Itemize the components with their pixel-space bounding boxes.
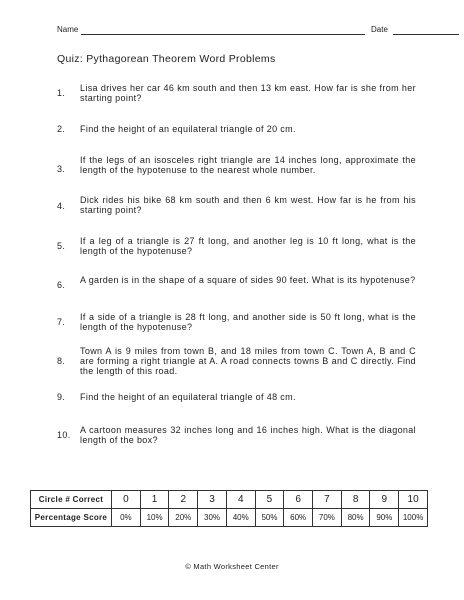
problem-number: 2. [57,124,66,134]
correct-cell: 10 [399,491,428,509]
problem-text: If a side of a triangle is 28 ft long, and another side is 50 ft long, what is the length of the hypotenuse? [80,312,416,332]
problem-number: 10. [57,430,71,440]
percentage-cell: 40% [226,509,255,527]
percentage-cell: 70% [313,509,342,527]
correct-cell: 0 [112,491,141,509]
percentage-cell: 10% [140,509,169,527]
problem-number: 3. [57,164,66,174]
correct-cell: 1 [140,491,169,509]
copyright-footer: © Math Worksheet Center [185,562,279,571]
date-line [393,34,459,35]
quiz-title: Quiz: Pythagorean Theorem Word Problems [57,53,276,65]
percentage-cell: 0% [112,509,141,527]
correct-cell: 5 [255,491,284,509]
problem-text: Lisa drives her car 46 km south and then 13 km east. How far is she from her starting point? [80,83,416,103]
row-label-correct: Circle # Correct [31,491,112,509]
problem-number: 8. [57,356,66,366]
problem-number: 6. [57,280,66,290]
correct-cell: 8 [341,491,370,509]
correct-cell: 4 [226,491,255,509]
percentage-cell: 90% [370,509,399,527]
correct-cell: 2 [169,491,198,509]
problem-number: 4. [57,201,66,211]
correct-cell: 3 [198,491,227,509]
row-label-percentage: Percentage Score [31,509,112,527]
problem-text: A garden is in the shape of a square of sides 90 feet. What is its hypotenuse? [80,275,416,285]
problem-number: 9. [57,392,66,402]
percentage-cell: 100% [399,509,428,527]
correct-cell: 7 [313,491,342,509]
correct-cell: 9 [370,491,399,509]
problem-text: If a leg of a triangle is 27 ft long, and another leg is 10 ft long, what is the length of the hypotenuse? [80,236,416,256]
percentage-cell: 30% [198,509,227,527]
problem-text: Find the height of an equilateral triangle of 20 cm. [80,124,296,134]
problem-text: If the legs of an isosceles right triangle are 14 inches long, approximate the length of the hypotenuse to the nearest whole number. [80,155,416,175]
percentage-row [31,509,428,527]
score-table [30,490,428,527]
problem-text: Town A is 9 miles from town B, and 18 miles from town C. Town A, B and C are forming a right triangle at A. A road connects towns B and C directly. Find the length of this road. [80,346,416,376]
problem-number: 1. [57,88,66,98]
correct-cell: 6 [284,491,313,509]
percentage-cell: 80% [341,509,370,527]
problem-text: A cartoon measures 32 inches long and 16 inches high. What is the diagonal length of the box? [80,425,416,445]
correct-row [31,491,428,509]
percentage-cell: 50% [255,509,284,527]
problem-number: 7. [57,317,66,327]
percentage-cell: 60% [284,509,313,527]
problem-text: Find the height of an equilateral triangle of 48 cm. [80,392,296,402]
name-line [81,34,365,35]
percentage-cell: 20% [169,509,198,527]
problem-text: Dick rides his bike 68 km south and then 6 km west. How far is he from his starting point? [80,195,416,215]
name-label: Name [57,25,79,34]
date-label: Date [371,25,388,34]
problem-number: 5. [57,241,66,251]
